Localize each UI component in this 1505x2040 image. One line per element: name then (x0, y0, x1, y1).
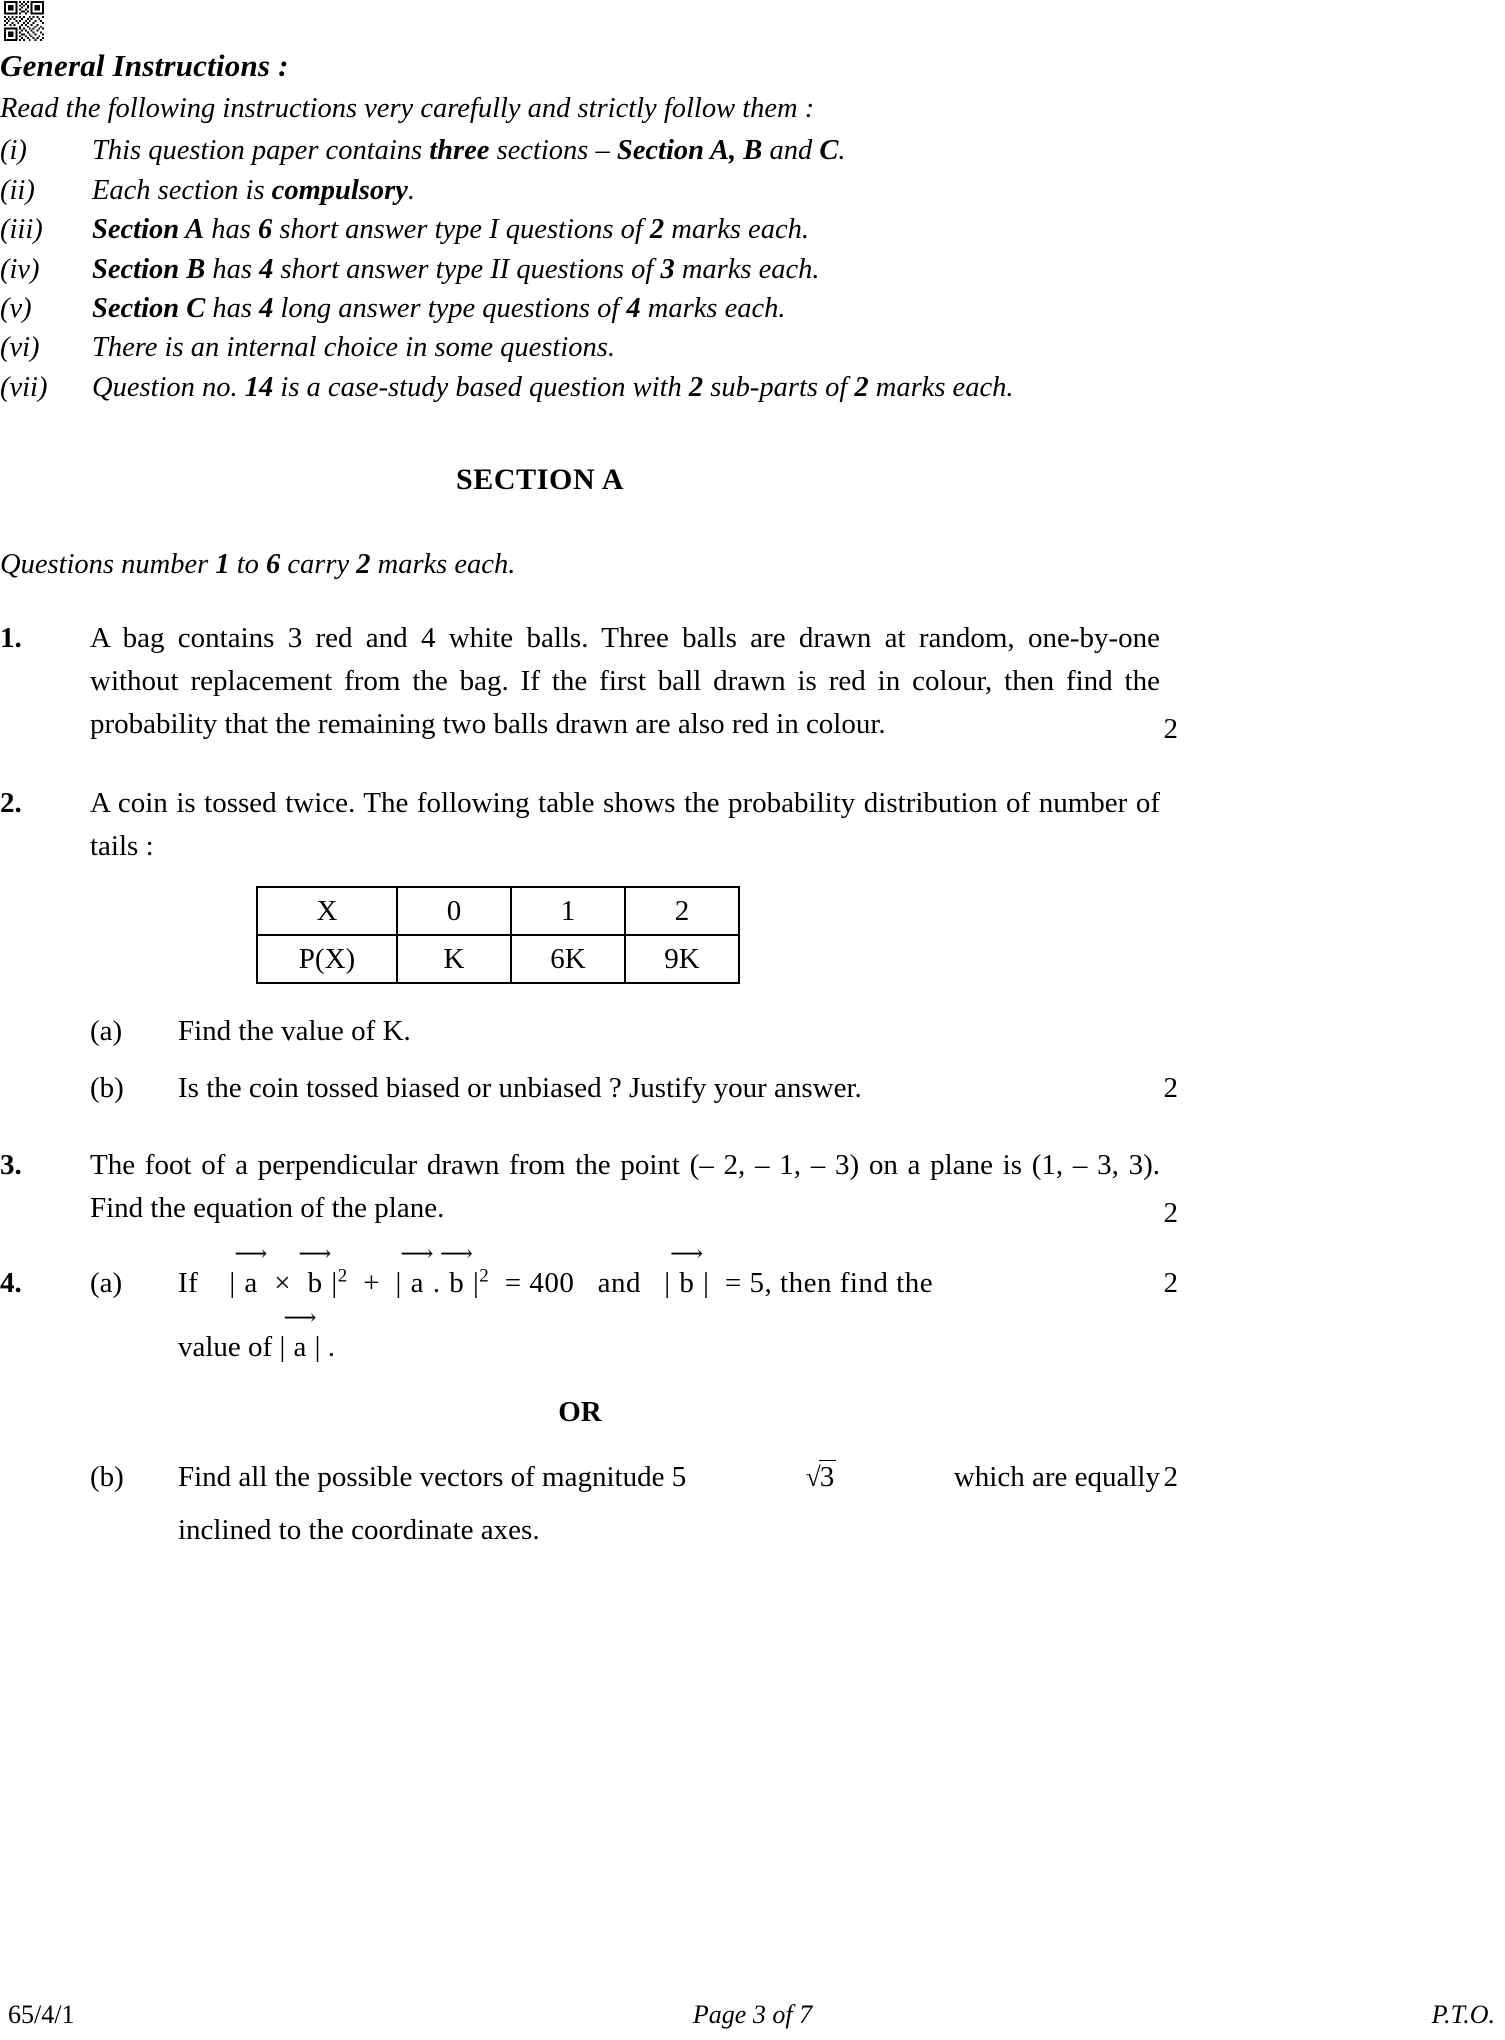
emphasis-text: 2 (854, 371, 869, 403)
vector-arrow-icon: ⟶ (670, 1240, 704, 1266)
plain-text: . (407, 174, 415, 206)
vector-b-1: ⟶ b (298, 1240, 332, 1299)
vector-arrow-icon: ⟶ (283, 1305, 317, 1331)
question-2-part-a-label: (a) (90, 1014, 123, 1047)
vector-b-3: ⟶ b (670, 1240, 704, 1299)
footer-pto: P.T.O. (1431, 2000, 1495, 2029)
question-4-part-a (90, 1240, 1178, 1370)
q4-bar-5: | (664, 1266, 671, 1299)
plain-text: marks each. (674, 253, 820, 285)
plain-text: sub-parts of (703, 371, 855, 403)
instructions-list (0, 132, 1160, 407)
q4-value-of-prefix: value of | (178, 1331, 286, 1364)
q4-plus-operator: + (363, 1266, 381, 1299)
question-4-part-b-label: (b) (90, 1461, 124, 1494)
question-3-text: The foot of a perpendicular drawn from the point (– 2, – 1, – 3) on a plane is (1, – 3, 3). Find the equation of the plane. (90, 1148, 1160, 1224)
question-2 (0, 782, 1178, 1110)
plain-text: has (205, 253, 260, 285)
table-row-px (257, 935, 739, 983)
emphasis-text: Section B (92, 253, 206, 285)
instruction-item (0, 211, 1160, 249)
plain-text: has (205, 293, 260, 325)
cell-px-0: K (397, 935, 511, 983)
instruction-number: (v) (0, 293, 32, 325)
table-row-x (257, 887, 739, 935)
q4-and-word: and (597, 1266, 642, 1299)
emphasis-text: Section A (92, 214, 205, 246)
probability-distribution-table-wrap (256, 886, 1160, 984)
q4-bar-1: | (229, 1266, 236, 1299)
instruction-text (92, 369, 1160, 407)
emphasis-text: 4 (259, 253, 274, 285)
question-1-number: 1. (0, 622, 22, 655)
instruction-item (0, 290, 1160, 328)
question-3 (0, 1144, 1178, 1230)
vector-arrow-icon: ⟶ (400, 1240, 435, 1266)
plain-text: and (762, 135, 820, 167)
emphasis-text: Section C (92, 293, 206, 325)
emphasis-text: 6 (266, 549, 281, 581)
vector-b-2: ⟶ b (439, 1240, 474, 1299)
emphasis-text: compulsory (271, 174, 408, 206)
plain-text: short answer type I questions of (272, 214, 650, 246)
question-4 (0, 1240, 1178, 1553)
question-2-number: 2. (0, 787, 22, 820)
vector-a-2: ⟶ a (400, 1240, 435, 1299)
instruction-text (92, 211, 1160, 249)
vector-arrow-icon: ⟶ (439, 1240, 474, 1266)
section-a-note (0, 549, 1160, 581)
instruction-number: (ii) (0, 174, 35, 206)
question-4-part-b-line-1 (178, 1456, 1160, 1499)
q4-bar-3: | (395, 1266, 402, 1299)
q4-bar-4: | (472, 1266, 480, 1299)
question-2-part-b-label: (b) (90, 1071, 124, 1104)
cell-x-1: 1 (511, 887, 625, 935)
cell-px-2: 9K (625, 935, 739, 983)
question-1 (0, 617, 1178, 746)
q4b-text-pre: Find all the possible vectors of magnitude 5 (178, 1461, 687, 1494)
q4-if-word: If (178, 1266, 199, 1299)
q4-bar-6: | (703, 1266, 710, 1299)
row-label-x: X (257, 887, 397, 935)
question-4-part-a-label: (a) (90, 1266, 123, 1299)
instruction-item (0, 329, 1160, 367)
question-2-part-b (90, 1067, 1178, 1110)
question-4-expression-line-1 (178, 1240, 1160, 1305)
instruction-text (92, 329, 1160, 367)
question-1-marks: 2 (1163, 713, 1178, 746)
instruction-text (92, 132, 1160, 170)
instruction-text (92, 172, 1160, 210)
emphasis-text: 14 (244, 371, 274, 403)
cell-x-0: 0 (397, 887, 511, 935)
emphasis-text: C (819, 135, 839, 167)
emphasis-text: 6 (258, 214, 273, 246)
plain-text: sections – (489, 135, 617, 167)
instruction-text (92, 290, 1160, 328)
plain-text: . (838, 135, 846, 167)
plain-text: marks each. (370, 549, 516, 581)
emphasis-text: 4 (626, 293, 641, 325)
question-1-text: A bag contains 3 red and 4 white balls. Three balls are drawn at random, one-by-one without replacement from the bag. If the first ball drawn is red in colour, then find the probability that the remaining two balls drawn are also red in colour. (90, 622, 1160, 741)
question-4-part-b-body (178, 1456, 1178, 1552)
section-a-heading: SECTION A (456, 463, 624, 497)
vector-arrow-icon: ⟶ (298, 1240, 332, 1266)
question-2-part-a-text: Find the value of K. (178, 1014, 411, 1047)
sqrt-value: 3 (819, 1461, 835, 1494)
q4-value-of-suffix: | . (314, 1331, 335, 1364)
footer-paper-code: 65/4/1 (8, 2000, 75, 2029)
or-divider: OR (558, 1396, 602, 1429)
plain-text: is a case-study based question with (273, 371, 689, 403)
plain-text: to (229, 549, 266, 581)
q4-bar-2: | (331, 1266, 338, 1299)
emphasis-text: 3 (660, 253, 675, 285)
instruction-number: (vii) (0, 371, 48, 403)
plain-text: marks each. (664, 214, 809, 246)
question-4-part-a-body (178, 1240, 1178, 1370)
q4-superscript-1: 2 (337, 1264, 348, 1286)
question-2-part-b-text: Is the coin tossed biased or unbiased ? Justify your answer. (178, 1071, 862, 1104)
general-instructions-title: General Instructions : (0, 48, 289, 83)
emphasis-text: 2 (688, 371, 704, 403)
cell-x-2: 2 (625, 887, 739, 935)
emphasis-text: 4 (259, 293, 274, 325)
plain-text: marks each. (640, 293, 786, 325)
question-4-body (90, 1240, 1178, 1553)
plain-text: This question paper contains (92, 135, 430, 167)
plain-text: short answer type II questions of (273, 253, 661, 285)
vector-a-3: ⟶ a (283, 1305, 317, 1364)
question-3-number: 3. (0, 1148, 22, 1181)
instruction-item (0, 132, 1160, 170)
plain-text: has (204, 214, 259, 246)
footer-page-number: Page 3 of 7 (692, 2000, 813, 2029)
instruction-number: (iv) (0, 253, 40, 285)
question-4-number: 4. (0, 1266, 22, 1299)
plain-text: carry (280, 549, 357, 581)
q4-superscript-2: 2 (479, 1264, 490, 1286)
vector-arrow-icon: ⟶ (234, 1240, 268, 1266)
question-2-marks: 2 (1163, 1071, 1178, 1104)
instruction-number: (vi) (0, 332, 40, 364)
plain-text: marks each. (868, 371, 1014, 403)
instruction-number: (i) (0, 135, 27, 167)
plain-text: Each section is (92, 174, 272, 206)
q4b-text-line2: inclined to the coordinate axes. (178, 1514, 540, 1547)
emphasis-text: 1 (215, 549, 230, 581)
instruction-text (92, 251, 1160, 289)
plain-text: long answer type questions of (273, 293, 627, 325)
instruction-item (0, 369, 1160, 407)
emphasis-text: three (429, 135, 490, 167)
instruction-item (0, 251, 1160, 289)
page-footer (0, 2000, 1505, 2040)
emphasis-text: 2 (356, 549, 371, 581)
instruction-number: (iii) (0, 214, 43, 246)
read-instructions-line: Read the following instructions very carefully and strictly follow them : (0, 92, 815, 124)
q4-cross-operator: × (274, 1266, 292, 1299)
question-3-marks: 2 (1163, 1196, 1178, 1229)
plain-text: There is an internal choice in some questions. (92, 332, 615, 364)
q4-equals-400: = 400 (504, 1266, 575, 1299)
qr-code-icon (4, 0, 44, 42)
q4-equals-5-tail: = 5, then find the (724, 1266, 934, 1299)
q4b-text-post: which are equally (953, 1461, 1160, 1494)
question-4-part-b (90, 1456, 1178, 1552)
q4-dot-operator: . (432, 1266, 441, 1299)
paper-content (0, 48, 1178, 1552)
question-4-part-a-marks: 2 (1163, 1266, 1178, 1299)
row-label-px: P(X) (257, 935, 397, 983)
question-4-part-b-marks: 2 (1163, 1461, 1178, 1494)
emphasis-text: 2 (649, 214, 665, 246)
question-2-text: A coin is tossed twice. The following table shows the probability distribution of number of tails : (90, 787, 1160, 863)
question-2-part-a (90, 1010, 1160, 1053)
probability-distribution-table (256, 886, 740, 984)
question-2-body (90, 782, 1178, 1110)
emphasis-text: Section A, B (616, 135, 763, 167)
vector-a-1: ⟶ a (234, 1240, 268, 1299)
cell-px-1: 6K (511, 935, 625, 983)
square-root-icon: √3 (805, 1461, 835, 1494)
instruction-item (0, 172, 1160, 210)
plain-text: Question no. (92, 371, 245, 403)
plain-text: Questions number (0, 549, 216, 581)
